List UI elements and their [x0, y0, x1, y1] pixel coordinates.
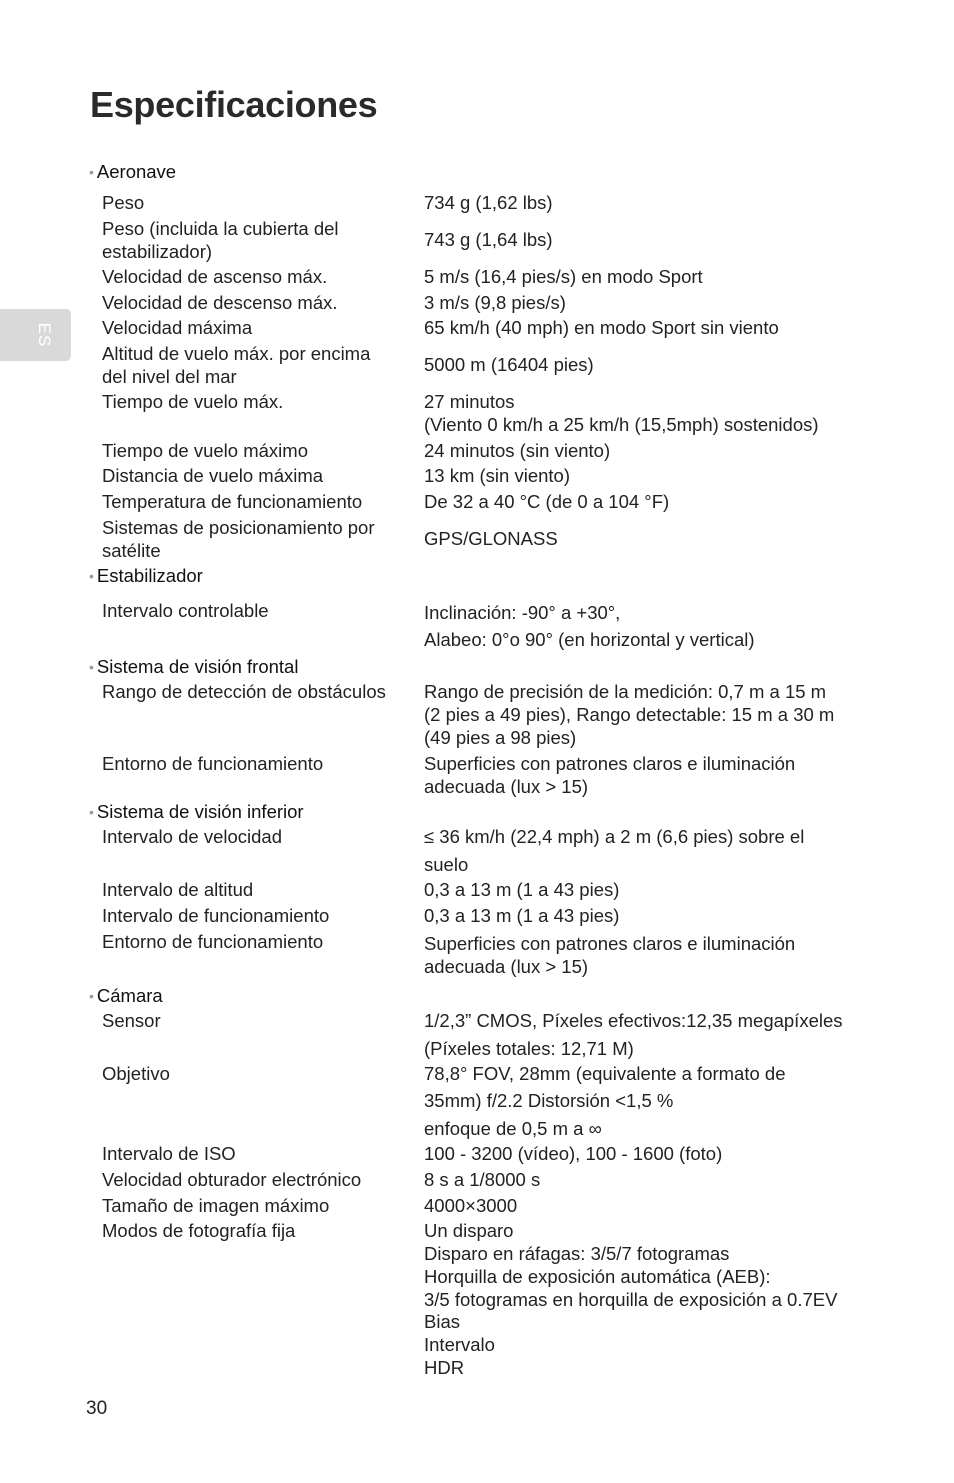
spec-value: 65 km/h (40 mph) en modo Sport sin viento [424, 317, 779, 338]
spec-label: Intervalo de altitud [102, 879, 254, 900]
spec-label: Modos de fotografía fija [102, 1220, 296, 1241]
section-title: Sistema de visión frontal [96, 656, 299, 677]
spec-value: 3/5 fotogramas en horquilla de exposición a 0.7EV [424, 1289, 838, 1310]
spec-value: Un disparo [424, 1220, 514, 1241]
spec-value: 5000 m (16404 pies) [424, 354, 594, 375]
spec-value: Intervalo [424, 1334, 495, 1355]
spec-value: (2 pies a 49 pies), Rango detectable: 15 m a 30 m [424, 704, 835, 725]
spec-value: adecuada (lux > 15) [424, 956, 589, 977]
section-title: Aeronave [96, 161, 177, 182]
spec-label: Intervalo de funcionamiento [102, 905, 330, 926]
spec-label: Peso (incluida la cubierta del [102, 218, 339, 239]
spec-label: Velocidad de descenso máx. [102, 292, 338, 313]
spec-label: Intervalo de ISO [102, 1143, 236, 1164]
page-number: 30 [86, 1398, 108, 1419]
bullet-icon: • [89, 164, 94, 180]
spec-label: Peso [102, 192, 145, 213]
spec-label: Velocidad obturador electrónico [102, 1169, 362, 1190]
section-header-camara [89, 984, 163, 1009]
spec-value: De 32 a 40 °C (de 0 a 104 °F) [424, 491, 670, 512]
spec-value: adecuada (lux > 15) [424, 776, 589, 797]
spec-value: 0,3 a 13 m (1 a 43 pies) [424, 905, 620, 926]
spec-value: 1/2,3” CMOS, Píxeles efectivos:12,35 megapíxeles [424, 1010, 843, 1031]
spec-value: 8 s a 1/8000 s [424, 1169, 541, 1190]
bullet-icon: • [89, 659, 94, 675]
spec-value: suelo [424, 854, 469, 875]
spec-value: 78,8° FOV, 28mm (equivalente a formato de [424, 1063, 786, 1084]
spec-value: 734 g (1,62 lbs) [424, 192, 553, 213]
spec-value: (49 pies a 98 pies) [424, 727, 577, 748]
spec-value: 27 minutos [424, 391, 515, 412]
spec-value: enfoque de 0,5 m a ∞ [424, 1118, 602, 1139]
spec-label: Sensor [102, 1010, 161, 1031]
spec-value: ≤ 36 km/h (22,4 mph) a 2 m (6,6 pies) sobre el [424, 826, 805, 847]
spec-label: Intervalo controlable [102, 600, 269, 621]
spec-label: Distancia de vuelo máxima [102, 465, 324, 486]
section-header-aeronave [89, 160, 176, 185]
spec-label: Sistemas de posicionamiento por [102, 517, 375, 538]
section-header-vision-inferior [89, 800, 304, 825]
spec-value: Bias [424, 1311, 460, 1332]
bullet-icon: • [89, 568, 94, 584]
spec-label: Entorno de funcionamiento [102, 931, 324, 952]
spec-value: (Viento 0 km/h a 25 km/h (15,5mph) sostenidos) [424, 414, 819, 435]
bullet-icon: • [89, 804, 94, 820]
spec-label: Objetivo [102, 1063, 170, 1084]
spec-label: del nivel del mar [102, 366, 237, 387]
spec-value: Inclinación: -90° a +30°, [424, 602, 621, 623]
spec-label: estabilizador) [102, 241, 213, 262]
spec-value: Rango de precisión de la medición: 0,7 m a 15 m [424, 681, 827, 702]
spec-label: Entorno de funcionamiento [102, 753, 324, 774]
spec-value: (Píxeles totales: 12,71 M) [424, 1038, 634, 1059]
spec-value: 5 m/s (16,4 pies/s) en modo Sport [424, 266, 703, 287]
spec-value: 100 - 3200 (vídeo), 100 - 1600 (foto) [424, 1143, 723, 1164]
section-title: Cámara [96, 985, 163, 1006]
language-tab-label: ES [35, 322, 54, 348]
spec-value: 24 minutos (sin viento) [424, 440, 611, 461]
spec-value: Superficies con patrones claros e iluminación [424, 933, 796, 954]
spec-value: GPS/GLONASS [424, 528, 558, 549]
spec-label: Tiempo de vuelo máximo [102, 440, 308, 461]
spec-label: Temperatura de funcionamiento [102, 491, 363, 512]
spec-label: Tiempo de vuelo máx. [102, 391, 284, 412]
spec-value: Alabeo: 0°o 90° (en horizontal y vertical) [424, 629, 755, 650]
spec-label: Velocidad máxima [102, 317, 253, 338]
spec-value: 4000×3000 [424, 1195, 518, 1216]
spec-label: Altitud de vuelo máx. por encima [102, 343, 371, 364]
spec-value: 35mm) f/2.2 Distorsión <1,5 % [424, 1090, 674, 1111]
spec-value: Horquilla de exposición automática (AEB): [424, 1266, 771, 1287]
spec-label: Rango de detección de obstáculos [102, 681, 386, 702]
spec-label: Intervalo de velocidad [102, 826, 282, 847]
page-title: Especificaciones [90, 84, 378, 125]
spec-label: Tamaño de imagen máximo [102, 1195, 330, 1216]
bullet-icon: • [89, 988, 94, 1004]
spec-value: 0,3 a 13 m (1 a 43 pies) [424, 879, 620, 900]
language-tab [0, 309, 71, 361]
section-header-estabilizador [89, 564, 203, 589]
spec-value: Disparo en ráfagas: 3/5/7 fotogramas [424, 1243, 730, 1264]
spec-value: 3 m/s (9,8 pies/s) [424, 292, 566, 313]
section-title: Estabilizador [96, 565, 203, 586]
spec-value: 13 km (sin viento) [424, 465, 570, 486]
spec-value: HDR [424, 1357, 465, 1378]
section-header-vision-frontal [89, 655, 298, 680]
spec-label: Velocidad de ascenso máx. [102, 266, 328, 287]
section-title: Sistema de visión inferior [96, 801, 304, 822]
spec-value: Superficies con patrones claros e iluminación [424, 753, 796, 774]
spec-value: 743 g (1,64 lbs) [424, 229, 553, 250]
spec-label: satélite [102, 540, 161, 561]
